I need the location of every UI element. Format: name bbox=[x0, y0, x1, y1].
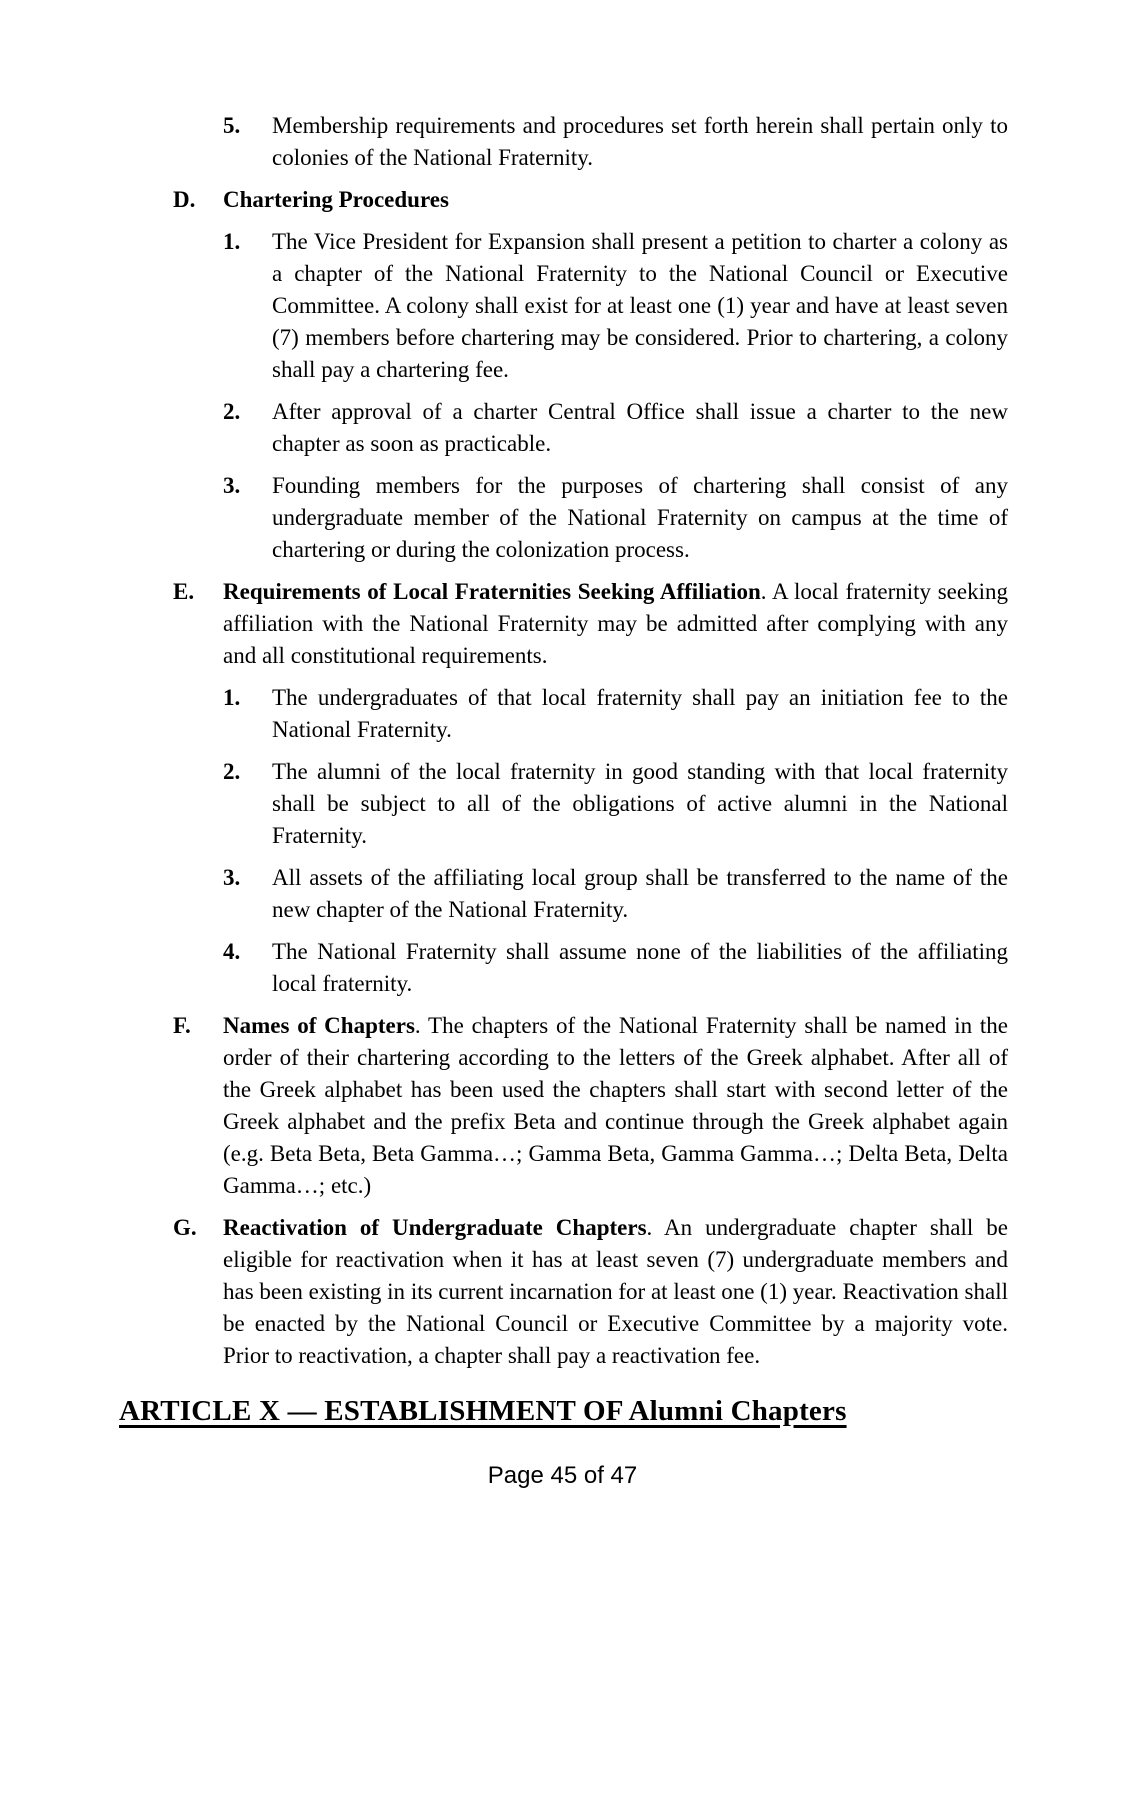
item-label: 1. bbox=[223, 229, 241, 254]
item-title: Names of Chapters bbox=[223, 1013, 415, 1038]
outline-item bbox=[173, 1010, 1008, 1202]
item-text bbox=[272, 226, 1008, 386]
item-text bbox=[272, 862, 1008, 926]
outline-item bbox=[223, 226, 1008, 386]
item-text bbox=[223, 1010, 1008, 1202]
item-title: Requirements of Local Fraternities Seeking Affiliation bbox=[223, 579, 761, 604]
outline-item bbox=[223, 862, 1008, 926]
item-text bbox=[272, 470, 1008, 566]
item-body: . The chapters of the National Fraternity shall be named in the order of their chartering according to the letters of the Greek alphabet. After all of the Greek alphabet has been used the chapters shall start with second letter of the Greek alphabet and the prefix Beta and continue through the Greek alphabet again (e.g. Beta Beta, Beta Gamma…; Gamma Beta, Gamma Gamma…; Delta Beta, Delta Gamma…; etc.) bbox=[223, 1013, 1008, 1198]
item-label: 2. bbox=[223, 399, 241, 424]
item-label: 5. bbox=[223, 113, 241, 138]
item-label: 3. bbox=[223, 865, 241, 890]
item-label: 4. bbox=[223, 939, 241, 964]
item-text bbox=[272, 756, 1008, 852]
item-text bbox=[223, 576, 1008, 672]
outline-item bbox=[173, 1212, 1008, 1372]
outline-item bbox=[223, 110, 1008, 174]
outline-item bbox=[173, 576, 1008, 672]
item-text bbox=[272, 936, 1008, 1000]
item-body: . A local fraternity seeking affiliation with the National Fraternity may be admitted after complying with any and all constitutional requirements. bbox=[223, 579, 1008, 668]
item-label: 3. bbox=[223, 473, 241, 498]
item-body: Membership requirements and procedures set forth herein shall pertain only to colonies of the National Fraternity. bbox=[272, 113, 1008, 170]
outline-list bbox=[117, 110, 1008, 1372]
item-title: Reactivation of Undergraduate Chapters bbox=[223, 1215, 647, 1240]
item-body: . An undergraduate chapter shall be eligible for reactivation when it has at least seven (7) undergraduate members and has been existing in its current incarnation for at least one (1) year. Reactivation shall be enacted by the National Council or Executive Committee by a majority vote. Prior to reactivation, a chapter shall pay a reactivation fee. bbox=[223, 1215, 1008, 1368]
outline-item bbox=[223, 682, 1008, 746]
item-text bbox=[272, 110, 1008, 174]
item-text bbox=[223, 1212, 1008, 1372]
outline-item bbox=[173, 184, 1008, 216]
item-body: Founding members for the purposes of chartering shall consist of any undergraduate member of the National Fraternity on campus at the time of chartering or during the colonization process. bbox=[272, 473, 1008, 562]
article-heading: ARTICLE X — ESTABLISHMENT OF Alumni Chapters bbox=[119, 1395, 847, 1427]
item-label: 2. bbox=[223, 759, 241, 784]
item-body: The National Fraternity shall assume none of the liabilities of the affiliating local fraternity. bbox=[272, 939, 1008, 996]
item-label: E. bbox=[173, 579, 195, 604]
item-body: All assets of the affiliating local group shall be transferred to the name of the new chapter of the National Fraternity. bbox=[272, 865, 1008, 922]
outline-item bbox=[223, 936, 1008, 1000]
item-body: The Vice President for Expansion shall present a petition to charter a colony as a chapter of the National Fraternity to the National Council or Executive Committee. A colony shall exist for at least one (1) year and have at least seven (7) members before chartering may be considered. Prior to chartering, a colony shall pay a chartering fee. bbox=[272, 229, 1008, 382]
item-title: Chartering Procedures bbox=[223, 187, 449, 212]
item-label: 1. bbox=[223, 685, 241, 710]
outline-item bbox=[223, 396, 1008, 460]
item-text bbox=[272, 682, 1008, 746]
outline-item bbox=[223, 470, 1008, 566]
item-body: The undergraduates of that local fraternity shall pay an initiation fee to the National Fraternity. bbox=[272, 685, 1008, 742]
item-label: D. bbox=[173, 187, 196, 212]
item-label: F. bbox=[173, 1013, 191, 1038]
page-number: Page 45 of 47 bbox=[487, 1462, 638, 1489]
item-body: After approval of a charter Central Office shall issue a charter to the new chapter as soon as practicable. bbox=[272, 399, 1008, 456]
item-text bbox=[223, 184, 1008, 216]
outline-item bbox=[223, 756, 1008, 852]
item-text bbox=[272, 396, 1008, 460]
item-body: The alumni of the local fraternity in good standing with that local fraternity shall be subject to all of the obligations of active alumni in the National Fraternity. bbox=[272, 759, 1008, 848]
item-label: G. bbox=[173, 1215, 197, 1240]
